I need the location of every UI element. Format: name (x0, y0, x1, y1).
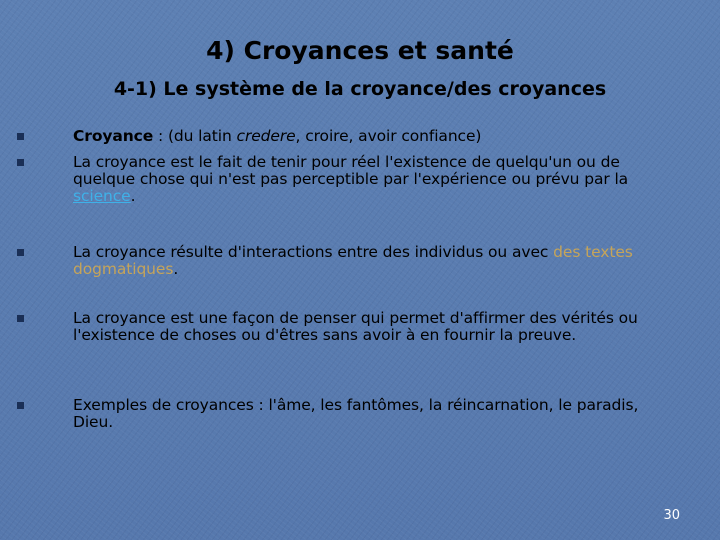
page-number: 30 (663, 508, 680, 523)
slide-subtitle: 4-1) Le système de la croyance/des croyances (113, 78, 607, 100)
bullet-text: : (du latin (153, 127, 237, 145)
bullet-marker-icon (17, 249, 24, 256)
term-croyance: Croyance (73, 127, 154, 145)
bullet-item-interactions (73, 244, 683, 278)
bullet-text: . (173, 260, 179, 278)
bullet-item-belief-definition (73, 154, 683, 205)
dogmatic-texts-highlight: des textes dogmatiques (73, 243, 633, 278)
latin-term: credere (236, 127, 296, 145)
slide-title: 4) Croyances et santé (206, 36, 514, 65)
bullet-marker-icon (17, 159, 24, 166)
bullet-text: . (130, 187, 136, 205)
bullet-text: La croyance est le fait de tenir pour réel l'existence de quelqu'un ou de quelque chose qui n'est pas perceptible par l'expérience ou prévu par la (73, 153, 629, 188)
bullet-text: La croyance est une façon de penser qui permet d'affirmer des vérités ou l'existence de choses ou d'êtres sans avoir à en fournir la preuve. (73, 309, 638, 344)
bullet-marker-icon (17, 402, 24, 409)
bullet-text: , croire, avoir confiance) (295, 127, 482, 145)
bullet-item-examples (73, 397, 683, 431)
bullet-item-way-of-thinking (73, 310, 683, 344)
bullet-text: La croyance résulte d'interactions entre des individus ou avec (73, 243, 554, 261)
science-link[interactable]: science (73, 187, 131, 205)
bullet-item-definition (73, 128, 683, 145)
bullet-marker-icon (17, 315, 24, 322)
bullet-text: Exemples de croyances : l'âme, les fantômes, la réincarnation, le paradis, Dieu. (73, 396, 639, 431)
bullet-marker-icon (17, 133, 24, 140)
